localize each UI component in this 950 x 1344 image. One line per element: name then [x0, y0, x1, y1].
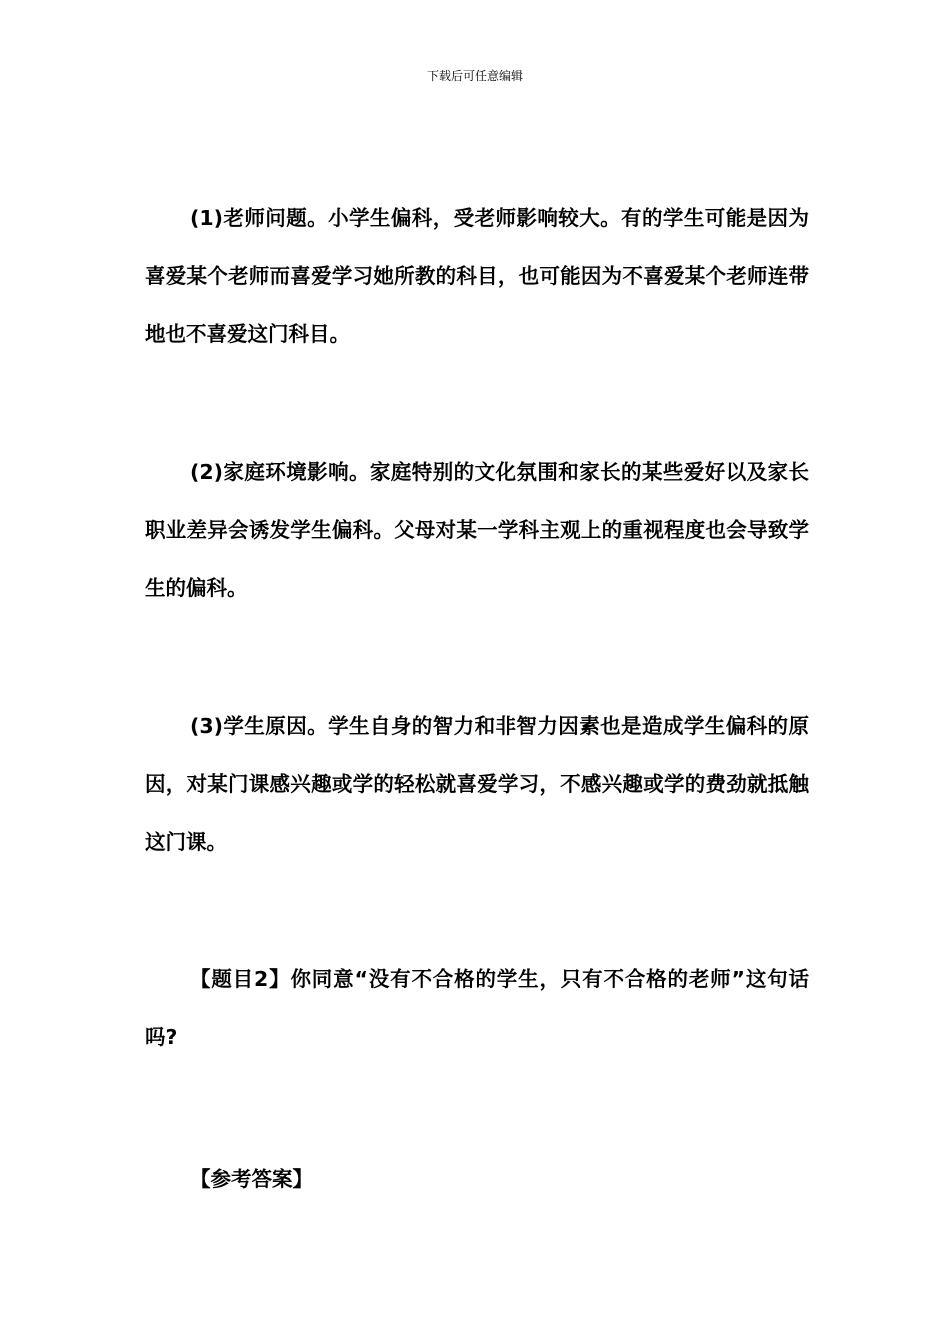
paragraph-family-factor: (2)家庭环境影响。家庭特别的文化氛围和家长的某些爱好以及家长职业差异会诱发学生偏科。父母对某一学科主观上的重视程度也会导致学生的偏科。	[145, 460, 809, 600]
reference-answer-heading: 【参考答案】	[190, 1167, 313, 1191]
paragraph-teacher-factor: (1)老师问题。小学生偏科，受老师影响较大。有的学生可能是因为喜爱某个老师而喜爱学习她所教的科目，也可能因为不喜爱某个老师连带地也不喜爱这门科目。	[145, 206, 809, 346]
paragraph-student-factor: (3)学生原因。学生自身的智力和非智力因素也是造成学生偏科的原因，对某门课感兴趣或学的轻松就喜爱学习，不感兴趣或学的费劲就抵触这门课。	[145, 714, 809, 854]
page-header: 下载后可任意编辑	[426, 69, 523, 83]
question-2: 【题目2】你同意“没有不合格的学生，只有不合格的老师”这句话吗?	[145, 967, 809, 1049]
